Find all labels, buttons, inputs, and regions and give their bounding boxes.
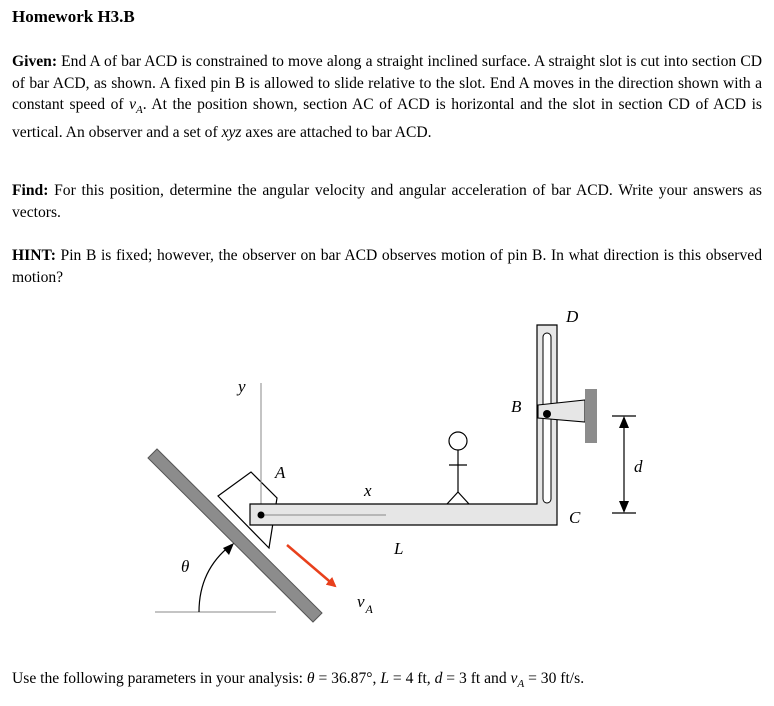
hint-label: HINT: — [12, 247, 56, 264]
label-va-sub: A — [365, 602, 373, 616]
pin-b-dot — [543, 410, 551, 418]
label-theta: θ — [181, 557, 190, 576]
label-c: C — [569, 508, 581, 527]
given-paragraph — [12, 51, 762, 143]
theta-arrowhead — [223, 543, 234, 555]
params-l-sym: L — [380, 670, 389, 687]
given-label: Given: — [12, 53, 58, 70]
params-intro: Use the following parameters in your analysis: — [12, 670, 307, 687]
label-x: x — [364, 481, 372, 500]
page-title: Homework H3.B — [12, 7, 135, 26]
find-paragraph — [12, 180, 762, 223]
mechanism-figure — [0, 290, 774, 630]
label-va-v: v — [357, 592, 365, 611]
theta-arc — [199, 545, 231, 612]
label-va — [357, 592, 374, 616]
parameters-line — [12, 670, 584, 690]
label-l: L — [394, 539, 404, 558]
params-theta-sym: θ — [306, 670, 315, 687]
label-y: y — [238, 377, 246, 396]
pin-b-wall — [585, 389, 597, 443]
bar-acd — [250, 325, 557, 525]
label-d-point: D — [566, 307, 579, 326]
find-label: Find: — [12, 182, 49, 199]
velocity-arrow — [287, 545, 335, 586]
label-a: A — [275, 463, 286, 482]
dimension-d — [612, 416, 636, 513]
find-text: For this position, determine the angular velocity and angular acceleration of bar ACD. Write your answers as vectors. — [12, 182, 762, 221]
label-d-dim: d — [634, 457, 643, 476]
given-var-sub: A — [136, 104, 143, 117]
params-d-val: = 3 ft and — [442, 670, 511, 687]
params-v-sym: v — [510, 670, 518, 687]
params-l-val: = 4 ft, — [389, 670, 435, 687]
params-v-val: = 30 ft/s. — [524, 670, 585, 687]
hint-text: Pin B is fixed; however, the observer on bar ACD observes motion of pin B. In what direction is this observed motion? — [12, 247, 762, 286]
given-text-1: End A of bar ACD is constrained to move along a straight inclined surface. A straight slot is cut into section CD of bar ACD, as shown. A fixed pin B is allowed to slide relative to the slot. End A moves in the direction shown with a constant speed of — [12, 53, 762, 113]
point-a-dot — [258, 512, 265, 519]
hint-paragraph — [12, 245, 762, 288]
label-b: B — [511, 397, 522, 416]
given-text-2: . At the position shown, section AC of ACD is horizontal and the slot in section CD of ACD is vertical. An observer and a set of — [12, 96, 763, 141]
params-v-sub: A — [517, 678, 525, 691]
params-d-sym: d — [434, 670, 443, 687]
given-var-xyz: xyz — [221, 123, 242, 141]
observer-figure — [447, 432, 469, 504]
given-text-3: axes are attached to bar ACD. — [241, 123, 432, 141]
inclined-surface — [148, 449, 322, 622]
params-theta-val: = 36.87°, — [314, 670, 381, 687]
given-var-v: v — [129, 96, 137, 113]
